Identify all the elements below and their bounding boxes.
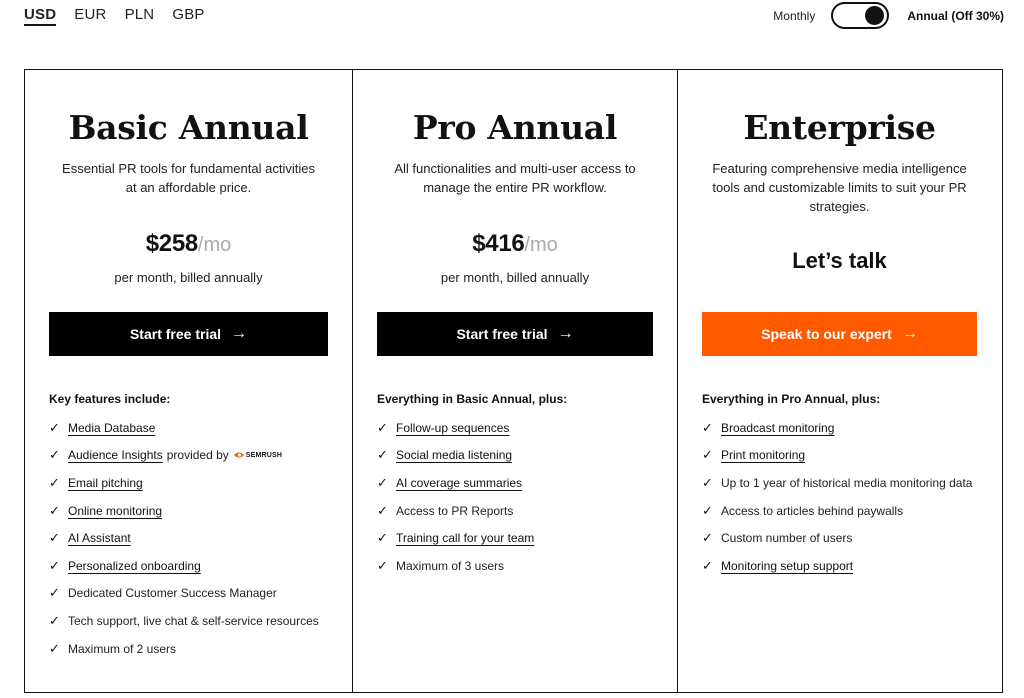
feature-item [49, 442, 342, 470]
features-heading: Everything in Basic Annual, plus: [377, 392, 568, 406]
check-icon: ✓ [702, 557, 713, 573]
feature-text: Dedicated Customer Success Manager [68, 586, 277, 601]
feature-link[interactable]: Monitoring setup support [721, 558, 854, 573]
price-period: /mo [197, 234, 232, 256]
check-icon: ✓ [702, 474, 713, 490]
check-icon: ✓ [702, 530, 713, 546]
check-icon: ✓ [49, 612, 60, 628]
currency-eur[interactable]: EUR [74, 6, 107, 23]
plan-price: $416 [472, 230, 525, 257]
feature-item [377, 469, 667, 497]
currency-selector [24, 6, 205, 26]
plan-title: Enterprise [743, 108, 936, 147]
semrush-wordmark: SEMRUSH [245, 451, 283, 459]
feature-text: Access to PR Reports [396, 503, 514, 518]
feature-text: Maximum of 2 users [68, 641, 177, 656]
feature-text: Tech support, live chat & self-service resources [68, 613, 319, 628]
feature-item [377, 524, 667, 552]
check-icon: ✓ [49, 502, 60, 518]
feature-text: Custom number of users [721, 531, 853, 546]
feature-link[interactable]: Media Database [68, 420, 156, 435]
feature-link[interactable]: Online monitoring [68, 503, 163, 518]
feature-item [377, 414, 667, 442]
arrow-right-icon: → [557, 325, 574, 342]
check-icon: ✓ [377, 502, 388, 518]
check-icon: ✓ [49, 640, 60, 656]
feature-list [377, 414, 667, 580]
check-icon: ✓ [377, 419, 388, 435]
plan-title: Basic Annual [68, 108, 309, 147]
feature-item [702, 524, 991, 552]
check-icon: ✓ [702, 447, 713, 463]
monthly-label[interactable]: Monthly [773, 8, 816, 23]
price-block [49, 230, 328, 285]
check-icon: ✓ [49, 474, 60, 490]
check-icon: ✓ [377, 557, 388, 573]
feature-item [49, 635, 342, 663]
feature-item [49, 552, 342, 580]
provided-by-label: provided by [166, 448, 229, 463]
check-icon: ✓ [49, 585, 60, 601]
plan-description: All functionalities and multi-user access to manage the entire PR workflow. [394, 161, 636, 195]
feature-item [702, 442, 991, 470]
semrush-logo [234, 451, 282, 459]
feature-link[interactable]: Broadcast monitoring [721, 420, 835, 435]
feature-item [49, 607, 342, 635]
features-heading: Key features include: [49, 392, 171, 406]
semrush-flame-icon [234, 451, 245, 459]
currency-pln[interactable]: PLN [124, 6, 155, 23]
feature-link[interactable]: Email pitching [68, 475, 143, 490]
plan-card-basic [25, 70, 352, 692]
feature-item [702, 469, 991, 497]
arrow-right-icon: → [901, 325, 918, 342]
feature-text: Maximum of 3 users [396, 558, 505, 573]
feature-link[interactable]: AI coverage summaries [396, 475, 523, 490]
billing-toggle [773, 2, 1004, 29]
pricing-plans [24, 69, 1003, 693]
start-free-trial-button[interactable] [49, 312, 328, 356]
feature-link[interactable]: Audience Insights [68, 448, 163, 463]
features-heading: Everything in Pro Annual, plus: [702, 392, 881, 406]
plan-description: Essential PR tools for fundamental activities at an affordable price. [62, 161, 315, 195]
cta-label: Start free trial [456, 326, 548, 342]
billing-note: per month, billed annually [114, 270, 263, 285]
check-icon: ✓ [49, 557, 60, 573]
switch-knob [865, 6, 884, 25]
check-icon: ✓ [377, 474, 388, 490]
speak-to-expert-button[interactable] [702, 312, 977, 356]
feature-item [377, 552, 667, 580]
annual-label[interactable]: Annual (Off 30%) [907, 8, 1004, 23]
feature-item [377, 442, 667, 470]
billing-note: per month, billed annually [440, 270, 590, 285]
feature-item [49, 580, 342, 608]
currency-gbp[interactable]: GBP [172, 6, 205, 23]
feature-item [49, 469, 342, 497]
feature-link[interactable]: Social media listening [396, 448, 513, 463]
check-icon: ✓ [49, 447, 60, 463]
price-block [377, 230, 653, 285]
currency-usd[interactable]: USD [24, 6, 56, 26]
check-icon: ✓ [377, 530, 388, 546]
feature-item [49, 414, 342, 442]
plan-title: Pro Annual [412, 108, 618, 147]
lets-talk-heading: Let’s talk [792, 248, 887, 273]
check-icon: ✓ [49, 419, 60, 435]
cta-label: Start free trial [129, 326, 222, 342]
plan-price: $258 [145, 230, 198, 257]
price-period: /mo [524, 234, 558, 256]
feature-link[interactable]: Print monitoring [721, 448, 806, 463]
feature-item [702, 497, 991, 525]
feature-link[interactable]: AI Assistant [68, 531, 131, 546]
plan-card-enterprise [677, 70, 1001, 692]
arrow-right-icon: → [231, 325, 248, 342]
feature-item [377, 497, 667, 525]
feature-link[interactable]: Training call for your team [396, 531, 535, 546]
feature-list [702, 414, 991, 580]
feature-item [49, 497, 342, 525]
check-icon: ✓ [702, 502, 713, 518]
feature-link[interactable]: Follow-up sequences [396, 420, 510, 435]
feature-item [702, 414, 991, 442]
feature-list [49, 414, 342, 662]
check-icon: ✓ [702, 419, 713, 435]
check-icon: ✓ [49, 530, 60, 546]
feature-text: Up to 1 year of historical media monitoring data [721, 475, 973, 490]
billing-switch[interactable] [831, 2, 889, 29]
feature-text: Access to articles behind paywalls [721, 503, 904, 518]
plan-description: Featuring comprehensive media intelligence tools and customizable limits to suit your PR strategies. [712, 161, 967, 214]
feature-item [702, 552, 991, 580]
feature-link[interactable]: Personalized onboarding [68, 558, 201, 573]
check-icon: ✓ [377, 447, 388, 463]
plan-card-pro [352, 70, 677, 692]
start-free-trial-button[interactable] [377, 312, 653, 356]
cta-label: Speak to our expert [761, 326, 892, 342]
feature-item [49, 524, 342, 552]
